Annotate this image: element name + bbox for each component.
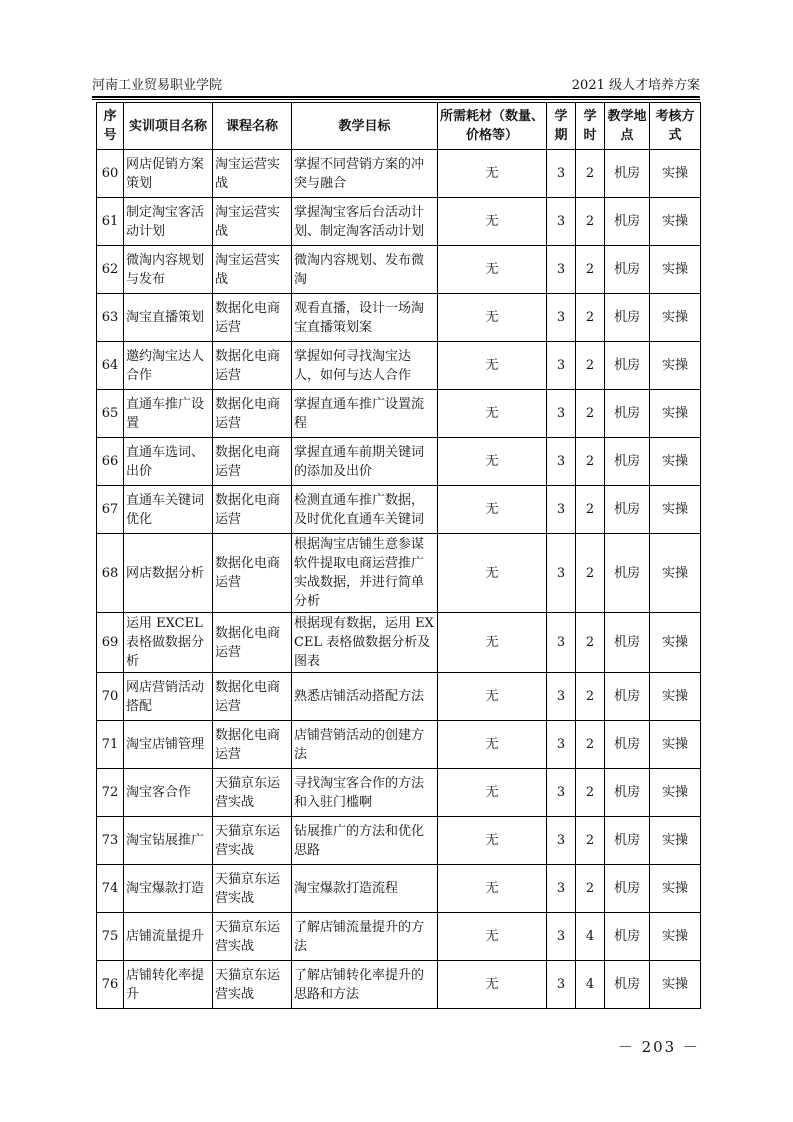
cell-term: 3 xyxy=(547,486,576,534)
training-table xyxy=(96,102,701,1009)
cell-place: 机房 xyxy=(605,613,650,673)
cell-goal: 观看直播，设计一场淘宝直播策划案 xyxy=(292,294,438,342)
table-row xyxy=(97,913,701,961)
header-rule-thick xyxy=(92,96,700,98)
cell-project: 直通车推广设置 xyxy=(124,390,213,438)
cell-no: 65 xyxy=(97,390,124,438)
cell-course: 数据化电商运营 xyxy=(213,438,292,486)
table-row xyxy=(97,721,701,769)
cell-material: 无 xyxy=(438,817,547,865)
cell-place: 机房 xyxy=(605,721,650,769)
cell-exam: 实操 xyxy=(650,198,701,246)
cell-course: 数据化电商运营 xyxy=(213,294,292,342)
cell-exam: 实操 xyxy=(650,673,701,721)
cell-project: 邀约淘宝达人合作 xyxy=(124,342,213,390)
cell-material: 无 xyxy=(438,198,547,246)
cell-goal: 淘宝爆款打造流程 xyxy=(292,865,438,913)
cell-course: 数据化电商运营 xyxy=(213,721,292,769)
table-row xyxy=(97,534,701,613)
cell-term: 3 xyxy=(547,198,576,246)
cell-term: 3 xyxy=(547,150,576,198)
cell-goal: 钻展推广的方法和优化思路 xyxy=(292,817,438,865)
cell-place: 机房 xyxy=(605,150,650,198)
cell-project: 淘宝客合作 xyxy=(124,769,213,817)
cell-material: 无 xyxy=(438,613,547,673)
cell-project: 运用 EXCEL 表格做数据分析 xyxy=(124,613,213,673)
cell-exam: 实操 xyxy=(650,294,701,342)
cell-exam: 实操 xyxy=(650,961,701,1009)
cell-term: 3 xyxy=(547,613,576,673)
cell-exam: 实操 xyxy=(650,769,701,817)
cell-project: 直通车选词、出价 xyxy=(124,438,213,486)
cell-hours: 2 xyxy=(576,865,605,913)
table-row xyxy=(97,390,701,438)
cell-goal: 了解店铺转化率提升的思路和方法 xyxy=(292,961,438,1009)
cell-goal: 掌握不同营销方案的冲突与融合 xyxy=(292,150,438,198)
table-row xyxy=(97,438,701,486)
col-header-term: 学期 xyxy=(547,103,576,150)
col-header-place: 教学地点 xyxy=(605,103,650,150)
cell-project: 网店数据分析 xyxy=(124,534,213,613)
cell-term: 3 xyxy=(547,769,576,817)
cell-term: 3 xyxy=(547,817,576,865)
table-body xyxy=(97,150,701,1009)
cell-place: 机房 xyxy=(605,486,650,534)
cell-hours: 4 xyxy=(576,961,605,1009)
cell-term: 3 xyxy=(547,342,576,390)
col-header-course: 课程名称 xyxy=(213,103,292,150)
cell-hours: 2 xyxy=(576,246,605,294)
cell-material: 无 xyxy=(438,673,547,721)
cell-no: 64 xyxy=(97,342,124,390)
col-header-material: 所需耗材（数量、价格等） xyxy=(438,103,547,150)
cell-no: 71 xyxy=(97,721,124,769)
cell-place: 机房 xyxy=(605,246,650,294)
cell-goal: 店铺营销活动的创建方法 xyxy=(292,721,438,769)
cell-material: 无 xyxy=(438,486,547,534)
cell-material: 无 xyxy=(438,390,547,438)
cell-material: 无 xyxy=(438,534,547,613)
cell-term: 3 xyxy=(547,294,576,342)
cell-goal: 熟悉店铺活动搭配方法 xyxy=(292,673,438,721)
cell-place: 机房 xyxy=(605,865,650,913)
cell-hours: 2 xyxy=(576,342,605,390)
cell-term: 3 xyxy=(547,865,576,913)
cell-material: 无 xyxy=(438,769,547,817)
cell-course: 天猫京东运营实战 xyxy=(213,913,292,961)
cell-no: 66 xyxy=(97,438,124,486)
cell-project: 店铺转化率提升 xyxy=(124,961,213,1009)
cell-exam: 实操 xyxy=(650,913,701,961)
cell-term: 3 xyxy=(547,913,576,961)
table-row xyxy=(97,817,701,865)
cell-exam: 实操 xyxy=(650,342,701,390)
page-number: － 203 － xyxy=(617,1038,700,1056)
table-row xyxy=(97,342,701,390)
cell-course: 天猫京东运营实战 xyxy=(213,961,292,1009)
cell-no: 69 xyxy=(97,613,124,673)
table-row xyxy=(97,294,701,342)
cell-project: 网店营销活动搭配 xyxy=(124,673,213,721)
cell-hours: 2 xyxy=(576,150,605,198)
cell-place: 机房 xyxy=(605,198,650,246)
cell-material: 无 xyxy=(438,150,547,198)
cell-project: 网店促销方案策划 xyxy=(124,150,213,198)
cell-material: 无 xyxy=(438,342,547,390)
cell-project: 制定淘宝客活动计划 xyxy=(124,198,213,246)
page-header xyxy=(92,76,700,96)
school-name: 河南工业贸易职业学院 xyxy=(92,78,223,93)
cell-no: 76 xyxy=(97,961,124,1009)
cell-hours: 2 xyxy=(576,294,605,342)
cell-hours: 2 xyxy=(576,817,605,865)
cell-course: 淘宝运营实战 xyxy=(213,198,292,246)
cell-goal: 根据现有数据，运用 EXCEL 表格做数据分析及图表 xyxy=(292,613,438,673)
table-row xyxy=(97,769,701,817)
cell-goal: 寻找淘宝客合作的方法和入驻门槛啊 xyxy=(292,769,438,817)
cell-goal: 掌握直通车前期关键词的添加及出价 xyxy=(292,438,438,486)
cell-hours: 2 xyxy=(576,721,605,769)
cell-material: 无 xyxy=(438,438,547,486)
cell-goal: 微淘内容规划、发布微淘 xyxy=(292,246,438,294)
cell-no: 73 xyxy=(97,817,124,865)
col-header-no: 序号 xyxy=(97,103,124,150)
cell-no: 70 xyxy=(97,673,124,721)
cell-term: 3 xyxy=(547,438,576,486)
cell-no: 67 xyxy=(97,486,124,534)
cell-hours: 2 xyxy=(576,390,605,438)
cell-hours: 2 xyxy=(576,613,605,673)
col-header-goal: 教学目标 xyxy=(292,103,438,150)
cell-goal: 检测直通车推广数据，及时优化直通车关键词 xyxy=(292,486,438,534)
cell-goal: 根据淘宝店铺生意参谋软件提取电商运营推广实战数据，并进行简单分析 xyxy=(292,534,438,613)
cell-place: 机房 xyxy=(605,769,650,817)
cell-material: 无 xyxy=(438,294,547,342)
cell-course: 数据化电商运营 xyxy=(213,534,292,613)
cell-place: 机房 xyxy=(605,294,650,342)
cell-hours: 4 xyxy=(576,913,605,961)
table-row xyxy=(97,961,701,1009)
cell-exam: 实操 xyxy=(650,613,701,673)
cell-term: 3 xyxy=(547,721,576,769)
cell-exam: 实操 xyxy=(650,246,701,294)
cell-term: 3 xyxy=(547,961,576,1009)
cell-material: 无 xyxy=(438,913,547,961)
cell-no: 72 xyxy=(97,769,124,817)
table-row xyxy=(97,150,701,198)
cell-project: 淘宝店铺管理 xyxy=(124,721,213,769)
cell-no: 68 xyxy=(97,534,124,613)
cell-project: 淘宝钻展推广 xyxy=(124,817,213,865)
cell-course: 数据化电商运营 xyxy=(213,390,292,438)
cell-place: 机房 xyxy=(605,390,650,438)
header-rule-thin xyxy=(92,99,700,100)
plan-title: 2021 级人才培养方案 xyxy=(571,78,700,93)
cell-term: 3 xyxy=(547,246,576,294)
table-row xyxy=(97,673,701,721)
cell-no: 60 xyxy=(97,150,124,198)
table-row xyxy=(97,613,701,673)
cell-exam: 实操 xyxy=(650,865,701,913)
cell-course: 淘宝运营实战 xyxy=(213,150,292,198)
cell-material: 无 xyxy=(438,246,547,294)
cell-goal: 掌握如何寻找淘宝达人，如何与达人合作 xyxy=(292,342,438,390)
cell-course: 天猫京东运营实战 xyxy=(213,865,292,913)
cell-exam: 实操 xyxy=(650,817,701,865)
cell-no: 62 xyxy=(97,246,124,294)
cell-no: 63 xyxy=(97,294,124,342)
cell-course: 数据化电商运营 xyxy=(213,613,292,673)
table-row xyxy=(97,198,701,246)
cell-no: 75 xyxy=(97,913,124,961)
cell-goal: 掌握直通车推广设置流程 xyxy=(292,390,438,438)
cell-exam: 实操 xyxy=(650,438,701,486)
col-header-project: 实训项目名称 xyxy=(124,103,213,150)
cell-course: 淘宝运营实战 xyxy=(213,246,292,294)
table-row xyxy=(97,486,701,534)
cell-project: 微淘内容规划与发布 xyxy=(124,246,213,294)
cell-hours: 2 xyxy=(576,198,605,246)
cell-place: 机房 xyxy=(605,438,650,486)
cell-course: 天猫京东运营实战 xyxy=(213,817,292,865)
cell-goal: 了解店铺流量提升的方法 xyxy=(292,913,438,961)
cell-project: 直通车关键词优化 xyxy=(124,486,213,534)
cell-project: 淘宝爆款打造 xyxy=(124,865,213,913)
cell-hours: 2 xyxy=(576,534,605,613)
cell-goal: 掌握淘宝客后台活动计划、制定淘客活动计划 xyxy=(292,198,438,246)
cell-course: 天猫京东运营实战 xyxy=(213,769,292,817)
cell-term: 3 xyxy=(547,673,576,721)
cell-place: 机房 xyxy=(605,534,650,613)
cell-no: 74 xyxy=(97,865,124,913)
cell-material: 无 xyxy=(438,961,547,1009)
cell-exam: 实操 xyxy=(650,390,701,438)
cell-material: 无 xyxy=(438,865,547,913)
col-header-exam: 考核方式 xyxy=(650,103,701,150)
cell-exam: 实操 xyxy=(650,486,701,534)
cell-place: 机房 xyxy=(605,961,650,1009)
cell-place: 机房 xyxy=(605,913,650,961)
col-header-hours: 学时 xyxy=(576,103,605,150)
cell-project: 店铺流量提升 xyxy=(124,913,213,961)
cell-hours: 2 xyxy=(576,486,605,534)
cell-hours: 2 xyxy=(576,673,605,721)
cell-term: 3 xyxy=(547,390,576,438)
cell-term: 3 xyxy=(547,534,576,613)
cell-hours: 2 xyxy=(576,769,605,817)
cell-exam: 实操 xyxy=(650,721,701,769)
cell-material: 无 xyxy=(438,721,547,769)
cell-place: 机房 xyxy=(605,342,650,390)
cell-course: 数据化电商运营 xyxy=(213,342,292,390)
cell-course: 数据化电商运营 xyxy=(213,486,292,534)
table-header-row xyxy=(97,103,701,150)
cell-exam: 实操 xyxy=(650,150,701,198)
cell-place: 机房 xyxy=(605,673,650,721)
cell-exam: 实操 xyxy=(650,534,701,613)
cell-place: 机房 xyxy=(605,817,650,865)
table-row xyxy=(97,865,701,913)
cell-no: 61 xyxy=(97,198,124,246)
cell-project: 淘宝直播策划 xyxy=(124,294,213,342)
table-row xyxy=(97,246,701,294)
cell-hours: 2 xyxy=(576,438,605,486)
cell-course: 数据化电商运营 xyxy=(213,673,292,721)
